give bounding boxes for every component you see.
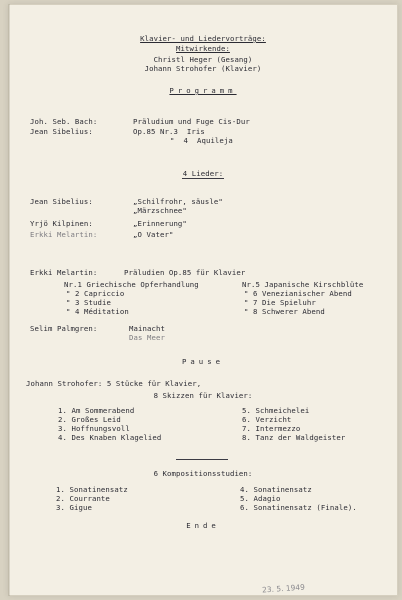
- studie-6: 6. Sonatinensatz (Finale).: [240, 503, 357, 512]
- melartin-right-8: " 8 Schwerer Abend: [244, 307, 325, 316]
- skizze-6: 6. Verzicht: [242, 415, 292, 424]
- melartin-left-2: " 2 Capriccio: [66, 289, 125, 298]
- composer-sibelius-2: Jean Sibelius:: [30, 197, 93, 206]
- pencil-date: 23. 5. 1949: [261, 582, 306, 595]
- work-sibelius-iris: Op.85 Nr.3 Iris: [133, 127, 205, 136]
- skizze-8: 8. Tanz der Waldgeister: [242, 433, 346, 442]
- composer-melartin-2: Erkki Melartin:: [30, 268, 98, 277]
- ende-label: Ende: [186, 521, 220, 530]
- studie-1: 1. Sonatinensatz: [56, 485, 128, 494]
- kompositionsstudien-heading: 6 Kompositionsstudien:: [153, 469, 253, 478]
- studie-4: 4. Sonatinensatz: [240, 485, 312, 494]
- performer-pianist: Johann Strohofer (Klavier): [144, 64, 262, 73]
- skizze-2: 2. Großes Leid: [58, 415, 121, 424]
- studie-3: 3. Gigue: [56, 503, 92, 512]
- song-o-vater: „O Vater": [133, 230, 174, 239]
- song-schilfrohr: „Schilfrohr, säusle": [133, 197, 223, 206]
- work-bach: Präludium und Fuge Cis-Dur: [133, 117, 250, 126]
- composer-melartin-1: Erkki Melartin:: [30, 230, 98, 239]
- skizze-1: 1. Am Sommerabend: [58, 406, 135, 415]
- composer-sibelius-1: Jean Sibelius:: [30, 127, 93, 136]
- lieder-heading: 4 Lieder:: [182, 169, 224, 178]
- lieder-underline: [182, 178, 224, 179]
- composer-kilpinen: Yrjö Kilpinen:: [30, 219, 93, 228]
- melartin-left-4: " 4 Méditation: [66, 307, 129, 316]
- composer-bach: Joh. Seb. Bach:: [30, 117, 98, 126]
- melartin-left-3: " 3 Studie: [66, 298, 111, 307]
- skizze-7: 7. Intermezzo: [242, 424, 301, 433]
- strohofer-line: Johann Strohofer: 5 Stücke für Klavier,: [26, 379, 202, 388]
- skizze-4: 4. Des Knaben Klagelied: [58, 433, 162, 442]
- concert-title: Klavier- und Liedervorträge:: [140, 34, 266, 43]
- work-sibelius-aquileja: " 4 Aquileja: [170, 136, 233, 145]
- melartin-left-1: Nr.1 Griechische Opferhandlung: [64, 280, 199, 289]
- composer-palmgren: Selim Palmgren:: [30, 324, 98, 333]
- skizze-5: 5. Schmeichelei: [242, 406, 310, 415]
- song-maerzschnee: „Märzschnee": [133, 206, 187, 215]
- section-divider: [176, 459, 228, 460]
- studie-2: 2. Courrante: [56, 494, 110, 503]
- work-mainacht: Mainacht: [129, 324, 165, 333]
- paper-sheet: [8, 4, 398, 596]
- pause-label: Pause: [182, 357, 224, 366]
- performer-singer: Christl Heger (Gesang): [153, 55, 253, 64]
- mitwirkende-label: Mitwirkende:: [176, 44, 230, 53]
- melartin-title: Präludien Op.85 für Klavier: [124, 268, 246, 277]
- studie-5: 5. Adagio: [240, 494, 281, 503]
- skizze-3: 3. Hoffnungsvoll: [58, 424, 130, 433]
- programm-heading: Programm: [169, 86, 237, 95]
- melartin-right-5: Nr.5 Japanische Kirschblüte: [242, 280, 364, 289]
- song-erinnerung: „Erinnerung": [133, 219, 187, 228]
- melartin-right-7: " 7 Die Spieluhr: [244, 298, 316, 307]
- work-das-meer: Das Meer: [129, 333, 165, 342]
- melartin-right-6: " 6 Venezianischer Abend: [244, 289, 352, 298]
- skizzen-heading: 8 Skizzen für Klavier:: [153, 391, 253, 400]
